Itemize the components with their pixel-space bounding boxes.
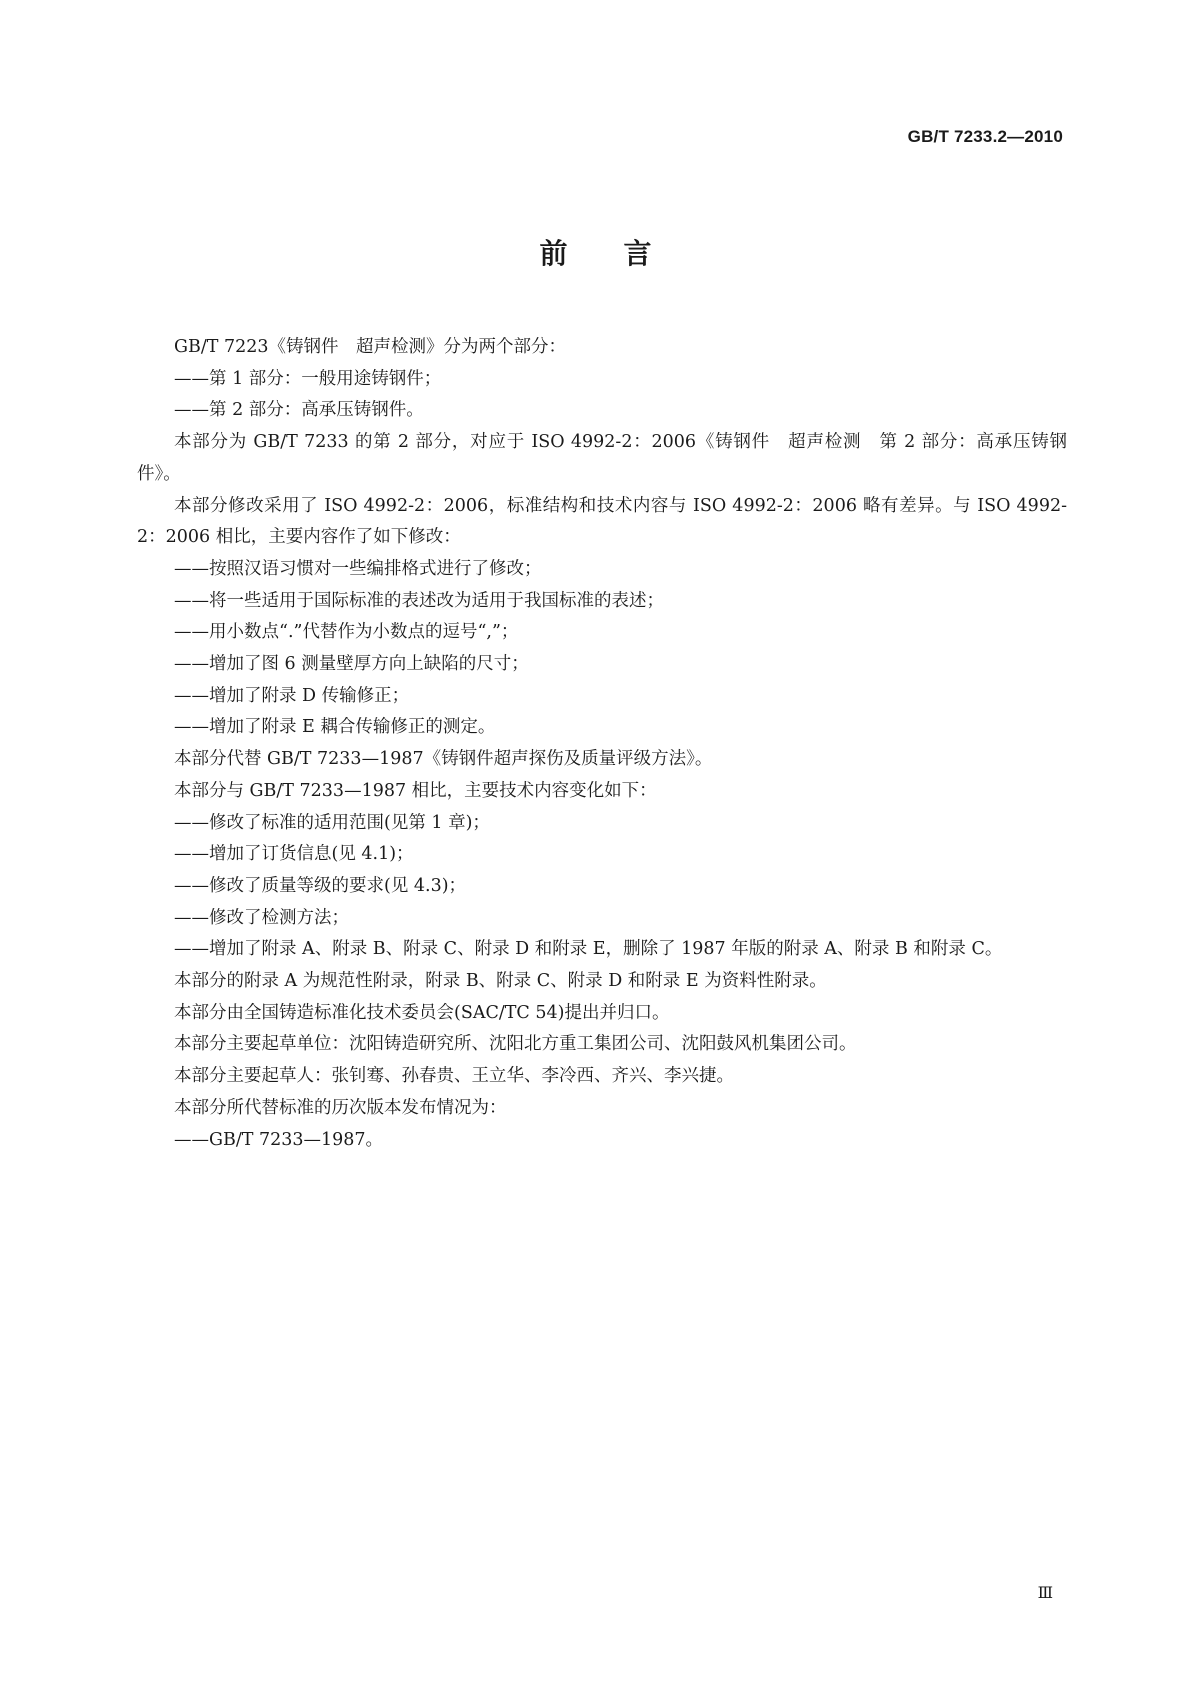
title-char-2: 言 — [623, 237, 652, 270]
list-item-history: ——GB/T 7233—1987。 — [174, 1129, 384, 1150]
list-item-modification: ——按照汉语习惯对一些编排格式进行了修改； — [174, 558, 542, 579]
paragraph-modifications: 本部分修改采用了 ISO 4992-2：2006，标准结构和技术内容与 ISO 4992-2：2006 略有差异。与 ISO 4992-2：2006 相比，主要内容作了如下修改： — [137, 495, 1067, 548]
list-item-modification: ——将一些适用于国际标准的表述改为适用于我国标准的表述； — [174, 590, 664, 611]
paragraph-annexes: 本部分的附录 A 为规范性附录，附录 B、附录 C、附录 D 和附录 E 为资料性附录。 — [174, 971, 827, 992]
paragraph-replaces: 本部分代替 GB/T 7233—1987《铸钢件超声探伤及质量评级方法》。 — [174, 749, 713, 770]
paragraph-drafting-units: 本部分主要起草单位：沈阳铸造研究所、沈阳北方重工集团公司、沈阳鼓风机集团公司。 — [174, 1034, 857, 1055]
paragraph-parts-intro: GB/T 7223《铸钢件 超声检测》分为两个部分： — [174, 337, 567, 357]
paragraph-drafters: 本部分主要起草人：张钊骞、孙春贵、王立华、李冷西、齐兴、李兴捷。 — [174, 1066, 734, 1087]
list-item-change: ——修改了质量等级的要求(见 4.3)； — [174, 875, 467, 896]
list-item-change: ——修改了标准的适用范围(见第 1 章)； — [174, 812, 490, 833]
list-item-modification: ——增加了附录 D 传输修正； — [174, 685, 410, 706]
paragraph-proposer: 本部分由全国铸造标准化技术委员会(SAC/TC 54)提出并归口。 — [174, 1002, 670, 1023]
paragraph-correspondence: 本部分为 GB/T 7233 的第 2 部分，对应于 ISO 4992-2：2006《铸钢件 超声检测 第 2 部分：高承压铸钢件》。 — [137, 432, 1067, 484]
list-item-change: ——增加了附录 A、附录 B、附录 C、附录 D 和附录 E，删除了 1987 年版的附录 A、附录 B 和附录 C。 — [174, 939, 1003, 960]
page-number: Ⅲ — [1037, 1583, 1053, 1602]
list-item-modification: ——增加了图 6 测量壁厚方向上缺陷的尺寸； — [174, 654, 529, 675]
list-item-modification: ——用小数点“.”代替作为小数点的逗号“,”； — [174, 622, 519, 643]
title-char-1: 前 — [539, 237, 568, 270]
list-item-part-1: ——第 1 部分：一般用途铸钢件； — [174, 368, 442, 389]
foreword-body — [137, 332, 1067, 1156]
standard-number: GB/T 7233.2—2010 — [907, 127, 1063, 146]
page-title — [0, 232, 1191, 272]
paragraph-history: 本部分所代替标准的历次版本发布情况为： — [174, 1097, 507, 1118]
paragraph-changes: 本部分与 GB/T 7233—1987 相比，主要技术内容变化如下： — [174, 780, 657, 801]
list-item-part-2: ——第 2 部分：高承压铸钢件。 — [174, 400, 424, 421]
list-item-modification: ——增加了附录 E 耦合传输修正的测定。 — [174, 717, 496, 738]
list-item-change: ——增加了订货信息(见 4.1)； — [174, 844, 414, 865]
list-item-change: ——修改了检测方法； — [174, 907, 349, 928]
